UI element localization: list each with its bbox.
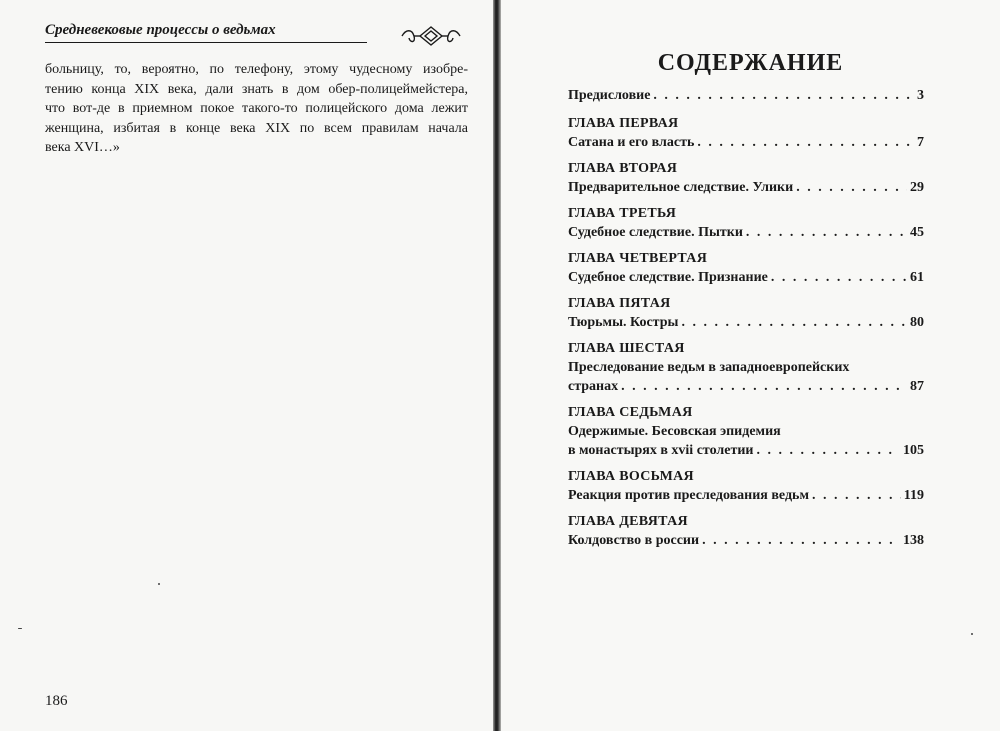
toc-title: Тюрьмы. Костры (568, 315, 679, 330)
toc-entry-chapter-8 (568, 467, 924, 505)
toc-entry-chapter-9 (568, 512, 924, 550)
toc-title: Судебное следствие. Признание (568, 270, 768, 285)
chapter-label: ГЛАВА СЕДЬМАЯ (568, 405, 693, 420)
toc-title: Судебное следствие. Пытки (568, 225, 743, 240)
toc-page-number: 87 (910, 379, 924, 394)
leader-dots (771, 268, 907, 287)
left-page (0, 0, 493, 731)
leader-dots (653, 86, 914, 105)
toc-page-number: 45 (910, 225, 924, 240)
chapter-label: ГЛАВА ПЯТАЯ (568, 296, 671, 311)
toc-entry-chapter-4 (568, 249, 924, 287)
toc-title: Колдовство в россии (568, 533, 700, 548)
chapter-label: ГЛАВА ПЕРВАЯ (568, 116, 679, 131)
leader-dots (796, 178, 907, 197)
toc-entry-chapter-6 (568, 339, 924, 396)
chapter-label: ГЛАВА ТРЕТЬЯ (568, 206, 677, 221)
leader-dots (702, 531, 900, 550)
text-line: женщина, избитая в конце века XIX по всем правилам начала (45, 120, 468, 136)
toc-title: Предисловие (568, 88, 651, 103)
toc-heading: СОДЕРЖАНИЕ (657, 50, 844, 76)
toc-entry-chapter-3 (568, 204, 924, 242)
toc-entry-preface (568, 86, 924, 105)
toc-title-line: Одержимые. Бесовская эпидемия (568, 424, 781, 439)
header-rule (45, 42, 367, 43)
text-line: века XVI…» (45, 140, 120, 155)
leader-dots (697, 133, 914, 152)
toc-title: в монастырях в xvii столетии (568, 443, 754, 458)
scan-speck (158, 583, 160, 585)
toc-title: Предварительное следствие. Улики (568, 180, 794, 195)
toc-page-number: 61 (910, 270, 924, 285)
toc-title: странах (568, 379, 619, 394)
chapter-label: ГЛАВА ЧЕТВЕРТАЯ (568, 251, 708, 266)
scan-speck (971, 633, 973, 635)
leader-dots (621, 377, 907, 396)
body-paragraph (45, 60, 468, 158)
toc-entry-chapter-1 (568, 114, 924, 152)
leader-dots (812, 486, 901, 505)
table-of-contents (568, 86, 924, 557)
toc-entry-chapter-5 (568, 294, 924, 332)
chapter-label: ГЛАВА ВОСЬМАЯ (568, 469, 694, 484)
page-number: 186 (45, 693, 68, 709)
leader-dots (757, 441, 901, 460)
toc-page-number: 119 (903, 488, 924, 503)
book-binding (493, 0, 501, 731)
toc-page-number: 80 (910, 315, 924, 330)
toc-title-line: Преследование ведьм в западноевропейских (568, 360, 850, 375)
chapter-label: ГЛАВА ВТОРАЯ (568, 161, 678, 176)
toc-page-number: 7 (917, 135, 924, 150)
scan-speck (18, 628, 22, 629)
toc-title: Реакция против преследования ведьм (568, 488, 809, 503)
toc-page-number: 105 (903, 443, 924, 458)
leader-dots (681, 313, 907, 332)
text-line: тению конца XIX века, дали знать в дом обер-полицеймейстера, (45, 81, 468, 97)
leader-dots (746, 223, 907, 242)
toc-entry-chapter-7 (568, 403, 924, 460)
toc-title: Сатана и его власть (568, 135, 695, 150)
chapter-label: ГЛАВА ДЕВЯТАЯ (568, 514, 688, 529)
knot-ornament-icon (400, 25, 462, 47)
chapter-label: ГЛАВА ШЕСТАЯ (568, 341, 685, 356)
toc-entry-chapter-2 (568, 159, 924, 197)
text-line: больницу, то, вероятно, по телефону, этому чудесному изобре- (45, 62, 468, 77)
toc-page-number: 138 (903, 533, 924, 548)
toc-page-number: 3 (917, 88, 924, 103)
running-header: Средневековые процессы о ведьмах (45, 22, 276, 38)
toc-page-number: 29 (910, 180, 924, 195)
text-line: что вот-де в приемном покое такого-то полицейского дома лежит (45, 101, 468, 116)
